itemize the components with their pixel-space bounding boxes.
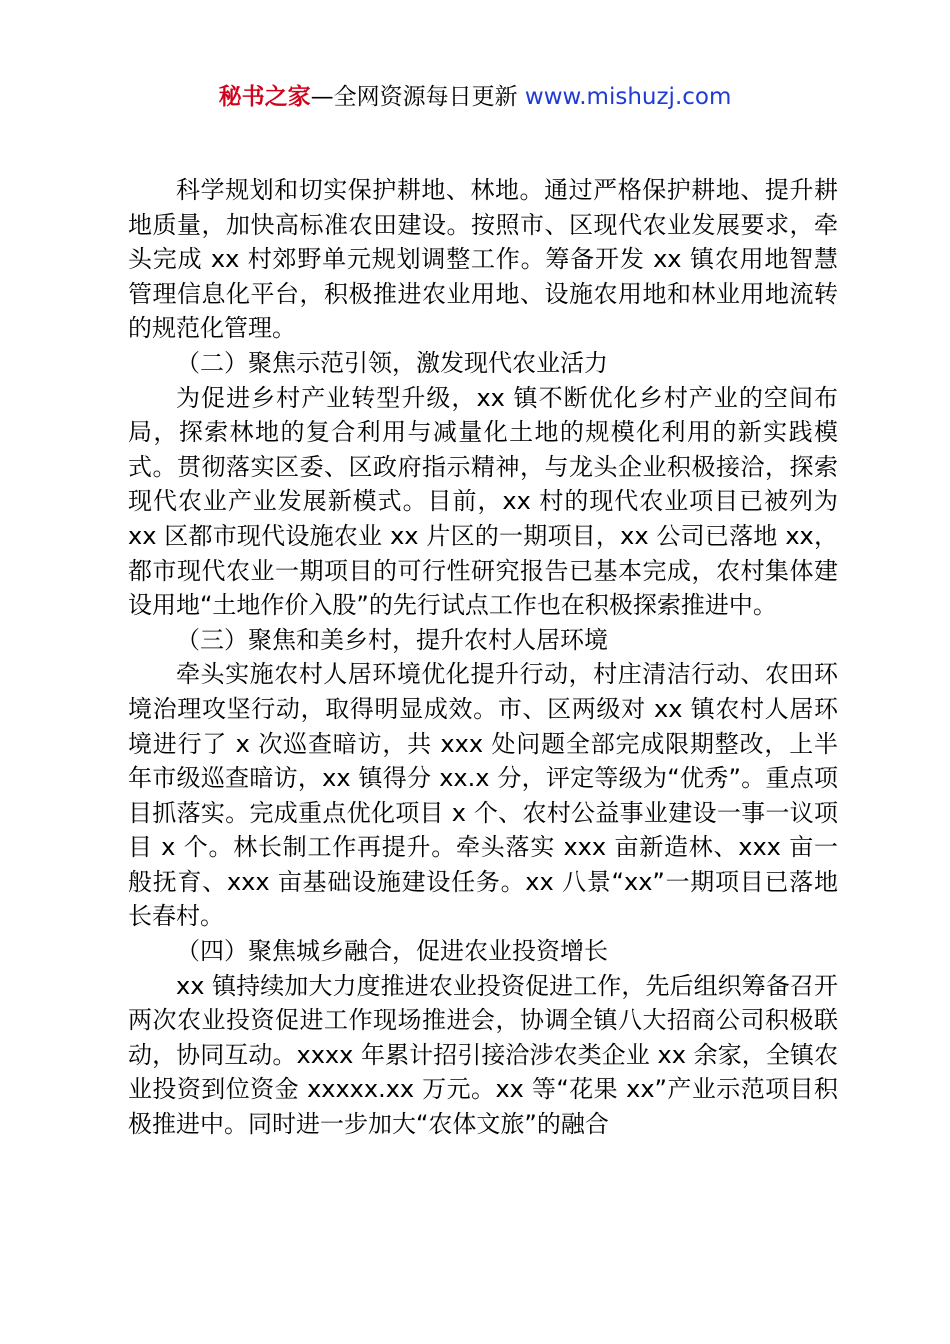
- page-header: [0, 82, 950, 112]
- paragraph-industry-upgrade: 为促进乡村产业转型升级，xx 镇不断优化乡村产业的空间布局，探索林地的复合利用与减量化土地的规模化利用的新实践模式。贯彻落实区委、区政府指示精神，与龙头企业积极接洽，探索现代农业产业发展新模式。目前，xx 村的现代农业项目已被列为 xx 区都市现代设施农业 xx 片区的一期项目，xx 公司已落地 xx，都市现代农业一期项目的可行性研究报告已基本完成，农村集体建设用地“土地作价入股”的先行试点工作也在积极探索推进中。: [128, 383, 838, 620]
- header-tagline: —全网资源每日更新: [310, 84, 525, 110]
- paragraph-investment-promotion: xx 镇持续加大力度推进农业投资促进工作，先后组织筹备召开两次农业投资促进工作现场推进会，协调全镇八大招商公司积极联动，协同互动。xxxx 年累计招引接洽涉农类企业 xx 余家，全镇农业投资到位资金 xxxxx.xx 万元。xx 等“花果 xx”产业示范项目积极推进中。同时进一步加大“农体文旅”的融合: [128, 971, 838, 1139]
- header-site-link[interactable]: www.mishuzj.com: [524, 84, 732, 110]
- section-heading-3: （三）聚焦和美乡村，提升农村人居环境: [176, 625, 608, 654]
- paragraph-farmland-protection: 科学规划和切实保护耕地、林地。通过严格保护耕地、提升耕地质量，加快高标准农田建设。按照市、区现代农业发展要求，牵头完成 xx 村郊野单元规划调整工作。筹备开发 xx 镇农用地智慧管理信息化平台，积极推进农业用地、设施农用地和林业用地流转的规范化管理。: [128, 176, 838, 343]
- section-heading-4: （四）聚焦城乡融合，促进农业投资增长: [176, 937, 608, 966]
- header-brand: 秘书之家: [218, 84, 311, 110]
- section-heading-2: （二）聚焦示范引领，激发现代农业活力: [176, 348, 608, 377]
- document-body: [128, 173, 838, 1142]
- paragraph-living-environment: 牵头实施农村人居环境优化提升行动，村庄清洁行动、农田环境治理攻坚行动，取得明显成效。市、区两级对 xx 镇农村人居环境进行了 x 次巡查暗访，共 xxx 处问题全部完成限期整改，上半年市级巡查暗访，xx 镇得分 xx.x 分，评定等级为“优秀”。重点项目抓落实。完成重点优化项目 x 个、农村公益事业建设一事一议项目 x 个。林长制工作再提升。牵头落实 xxx 亩新造林、xxx 亩一般抚育、xxx 亩基础设施建设任务。xx 八景“xx”一期项目已落地长春村。: [128, 660, 838, 931]
